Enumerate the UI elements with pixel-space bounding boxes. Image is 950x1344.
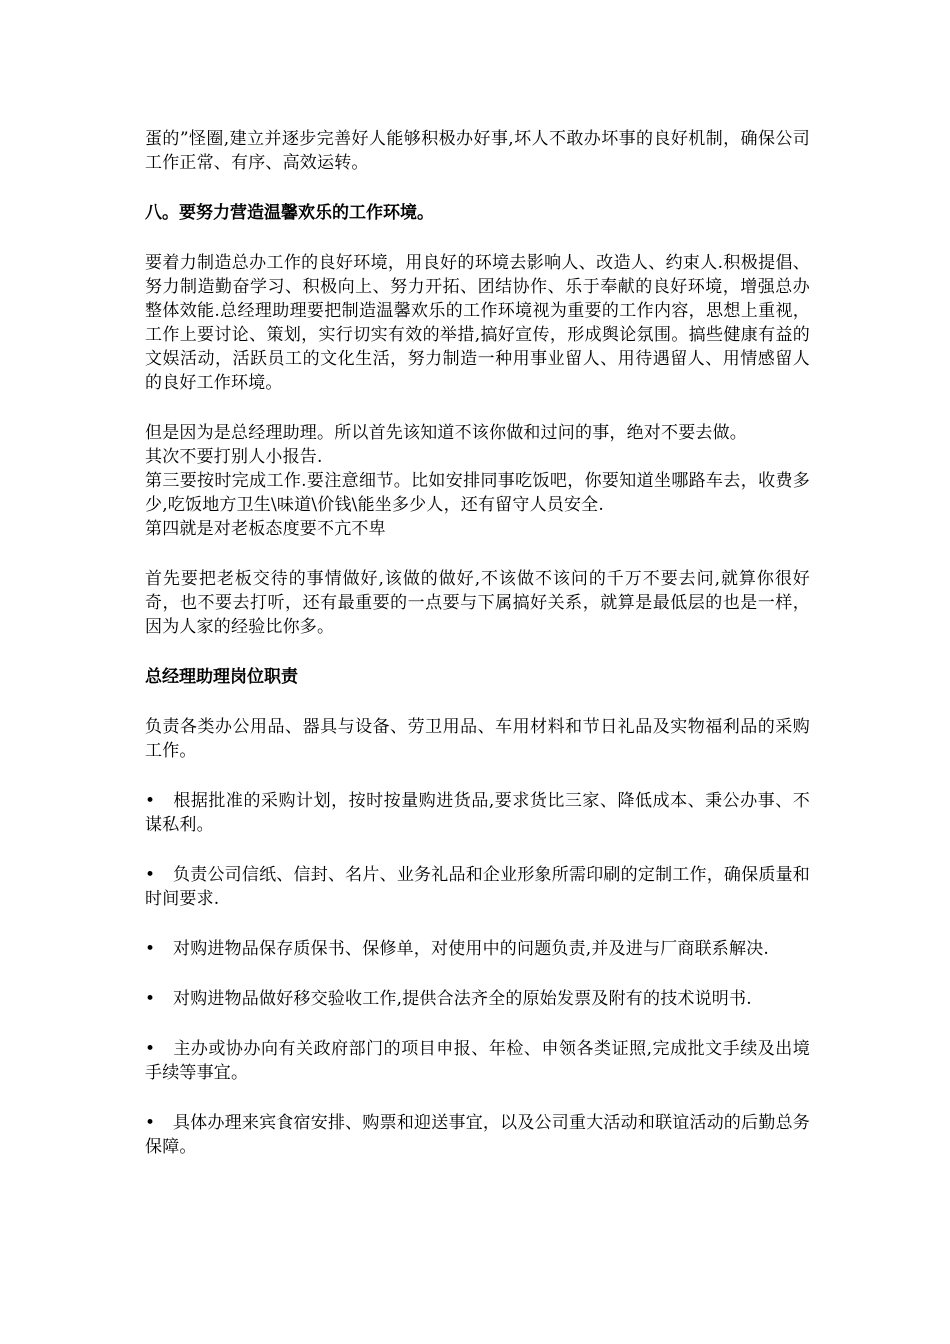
bullet-item bbox=[145, 789, 810, 837]
paragraph-boss-tasks: 首先要把老板交待的事情做好,该做的做好,不该做不该问的千万不要去问,就算你很好奇，也不要去打听，还有最重要的一点要与下属搞好关系，就算是最低层的也是一样，因为人家的经验比你多。 bbox=[145, 569, 810, 637]
bullet-icon: • bbox=[145, 791, 156, 811]
document-page bbox=[145, 127, 810, 1159]
bullet-text: 具体办理来宾食宿安排、购票和迎送事宜，以及公司重大活动和联谊活动的后勤总务保障。 bbox=[145, 1113, 810, 1157]
paragraph-mechanism: 蛋的”怪圈,建立并逐步完善好人能够积极办好事,坏人不敢办坏事的良好机制，确保公司工作正常、有序、高效运转。 bbox=[145, 129, 810, 173]
bullet-icon: • bbox=[145, 939, 156, 959]
bullet-text: 根据批准的采购计划，按时按量购进货品,要求货比三家、降低成本、秉公办事、不谋私利。 bbox=[145, 791, 810, 835]
bullet-icon: • bbox=[145, 865, 156, 885]
bullet-icon: • bbox=[145, 989, 156, 1009]
bullet-item bbox=[145, 863, 810, 911]
bullet-icon: • bbox=[145, 1113, 156, 1133]
bullet-item bbox=[145, 987, 810, 1011]
bullet-icon: • bbox=[145, 1039, 156, 1059]
paragraph-assistant-fourth: 第四就是对老板态度要不亢不卑 bbox=[145, 519, 386, 539]
bullet-text: 主办或协办向有关政府部门的项目申报、年检、申领各类证照,完成批文手续及出境手续等事宜。 bbox=[145, 1039, 810, 1083]
bullet-text: 负责公司信纸、信封、名片、业务礼品和企业形象所需印刷的定制工作，确保质量和时间要求. bbox=[145, 865, 810, 909]
paragraph-assistant-third: 第三要按时完成工作.要注意细节。比如安排同事吃饭吧，你要知道坐哪路车去，收费多少,吃饭地方卫生\味道\价钱\能坐多少人，还有留守人员安全. bbox=[145, 471, 810, 515]
bullet-text: 对购进物品做好移交验收工作,提供合法齐全的原始发票及附有的技术说明书. bbox=[173, 989, 752, 1009]
bullet-item bbox=[145, 937, 810, 961]
paragraph-procurement: 负责各类办公用品、器具与设备、劳卫用品、车用材料和节日礼品及实物福利品的采购工作。 bbox=[145, 717, 810, 761]
paragraph-assistant-second: 其次不要打别人小报告. bbox=[145, 447, 323, 467]
paragraph-assistant-first: 但是因为是总经理助理。所以首先该知道不该你做和过问的事，绝对不要去做。 bbox=[145, 423, 747, 443]
paragraph-work-environment: 要着力制造总办工作的良好环境，用良好的环境去影响人、改造人、约束人.积极提倡、努力制造勤奋学习、积极向上、努力开拓、团结协作、乐于奉献的良好环境，增强总办整体效能.总经理助理要把制造温馨欢乐的工作环境视为重要的工作内容，思想上重视，工作上要讨论、策划，实行切实有效的举措,搞好宣传，形成舆论氛围。搞些健康有益的文娱活动，活跃员工的文化生活，努力制造一种用事业留人、用待遇留人、用情感留人的良好工作环境。 bbox=[145, 253, 810, 393]
bullet-text: 对购进物品保存质保书、保修单，对使用中的问题负责,并及进与厂商联系解决. bbox=[173, 939, 770, 959]
section-heading-job-duties: 总经理助理岗位职责 bbox=[145, 667, 298, 687]
bullet-item bbox=[145, 1037, 810, 1085]
bullet-item bbox=[145, 1111, 810, 1159]
section-heading-work-environment: 八。要努力营造温馨欢乐的工作环境。 bbox=[145, 203, 434, 223]
